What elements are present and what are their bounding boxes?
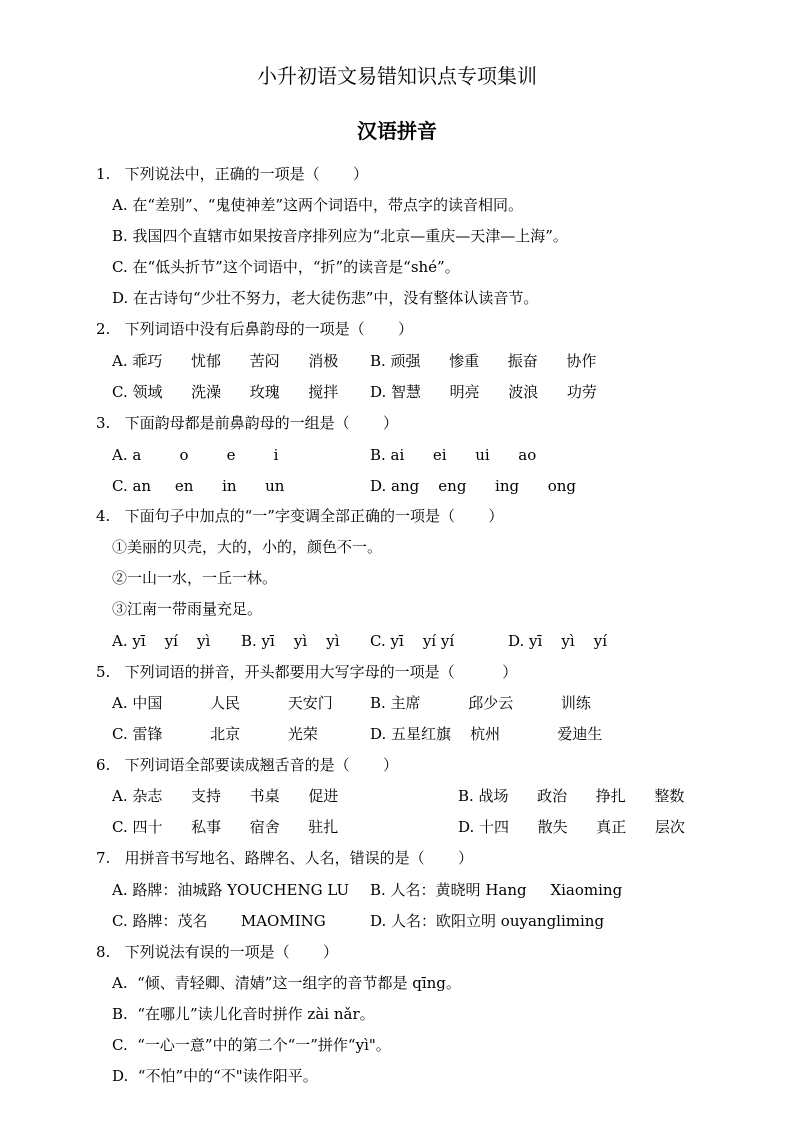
question-4-sentence-3: ③江南一带雨量充足。 (112, 600, 263, 618)
question-4-option-b: B. yī yì yì (241, 632, 340, 650)
question-2-stem: 2. 下列词语中没有后鼻韵母的一项是（ ） (96, 320, 413, 338)
question-4-sentence-2: ②一山一水，一丘一林。 (112, 569, 278, 587)
question-8-option-c: C. “一心一意”中的第二个“一”拼作“yì"。 (112, 1036, 391, 1054)
question-6-stem: 6. 下列词语全部要读成翘舌音的是（ ） (96, 756, 398, 774)
question-1-option-c: C. 在“低头折节”这个词语中，“折”的读音是“shé”。 (112, 258, 460, 276)
question-7-option-b: B. 人名：黄晓明 Hang Xiaoming (370, 881, 623, 899)
question-4-option-a: A. yī yí yì (112, 632, 211, 650)
question-7-stem: 7. 用拼音书写地名、路牌名、人名，错误的是（ ） (96, 849, 473, 867)
question-1-option-a: A. 在“差别”、“鬼使神差”这两个词语中，带点字的读音相同。 (112, 196, 524, 214)
question-3-option-b: B. ai ei ui ao (370, 446, 537, 464)
question-1-option-d: D. 在古诗句“少壮不努力，老大徒伤悲”中，没有整体认读音节。 (112, 289, 539, 307)
question-4-sentence-1: ①美丽的贝壳，大的，小的，颜色不一。 (112, 538, 383, 556)
question-5-option-b: B. 主席 邱少云 训练 (370, 694, 591, 712)
question-3-option-a: A. a o e i (112, 446, 279, 464)
question-4-stem: 4. 下面句子中加点的“一”字变调全部正确的一项是（ ） (96, 507, 504, 525)
question-6-option-a: A. 杂志 支持 书桌 促进 (112, 787, 339, 805)
question-3-option-d: D. ang eng ing ong (370, 477, 577, 495)
question-3-option-c: C. an en in un (112, 477, 285, 495)
question-7-option-c: C. 路牌：茂名 MAOMING (112, 912, 326, 930)
question-7-option-d: D. 人名：欧阳立明 ouyangliming (370, 912, 605, 930)
question-3-stem: 3. 下面韵母都是前鼻韵母的一组是（ ） (96, 414, 398, 432)
question-1-option-b: B. 我国四个直辖市如果按音序排列应为“北京—重庆—天津—上海”。 (112, 227, 568, 245)
question-4-option-c: C. yī yí yí (370, 632, 455, 650)
question-5-option-a: A. 中国 人民 天安门 (112, 694, 333, 712)
question-2-option-a: A. 乖巧 忧郁 苦闷 消极 (112, 352, 339, 370)
document-subtitle: 汉语拼音 (357, 119, 437, 143)
question-8-stem: 8. 下列说法有误的一项是（ ） (96, 943, 338, 961)
document-title: 小升初语文易错知识点专项集训 (257, 64, 537, 88)
question-5-stem: 5. 下列词语的拼音，开头都要用大写字母的一项是（ ） (96, 663, 518, 681)
question-8-option-a: A. “倾、青轻卿、清婧”这一组字的音节都是 qīng。 (112, 974, 461, 992)
question-8-option-b: B. “在哪儿”读儿化音时拼作 zài nǎr。 (112, 1005, 375, 1023)
question-4-option-d: D. yī yì yí (508, 632, 607, 650)
question-5-option-d: D. 五星红旗 杭州 爱迪生 (370, 725, 603, 743)
question-5-option-c: C. 雷锋 北京 光荣 (112, 725, 318, 743)
question-7-option-a: A. 路牌：油城路 YOUCHENG LU (112, 881, 350, 899)
question-6-option-d: D. 十四 散失 真正 层次 (458, 818, 685, 836)
question-6-option-c: C. 四十 私事 宿舍 驻扎 (112, 818, 339, 836)
question-2-option-b: B. 顽强 惨重 振奋 协作 (370, 352, 597, 370)
question-1-stem: 1. 下列说法中，正确的一项是（ ） (96, 165, 368, 183)
question-2-option-d: D. 智慧 明亮 波浪 功劳 (370, 383, 597, 401)
question-6-option-b: B. 战场 政治 挣扎 整数 (458, 787, 685, 805)
question-8-option-d: D. “不怕”中的“不"读作阳平。 (112, 1067, 318, 1085)
question-2-option-c: C. 领域 洗澡 玫瑰 搅拌 (112, 383, 339, 401)
